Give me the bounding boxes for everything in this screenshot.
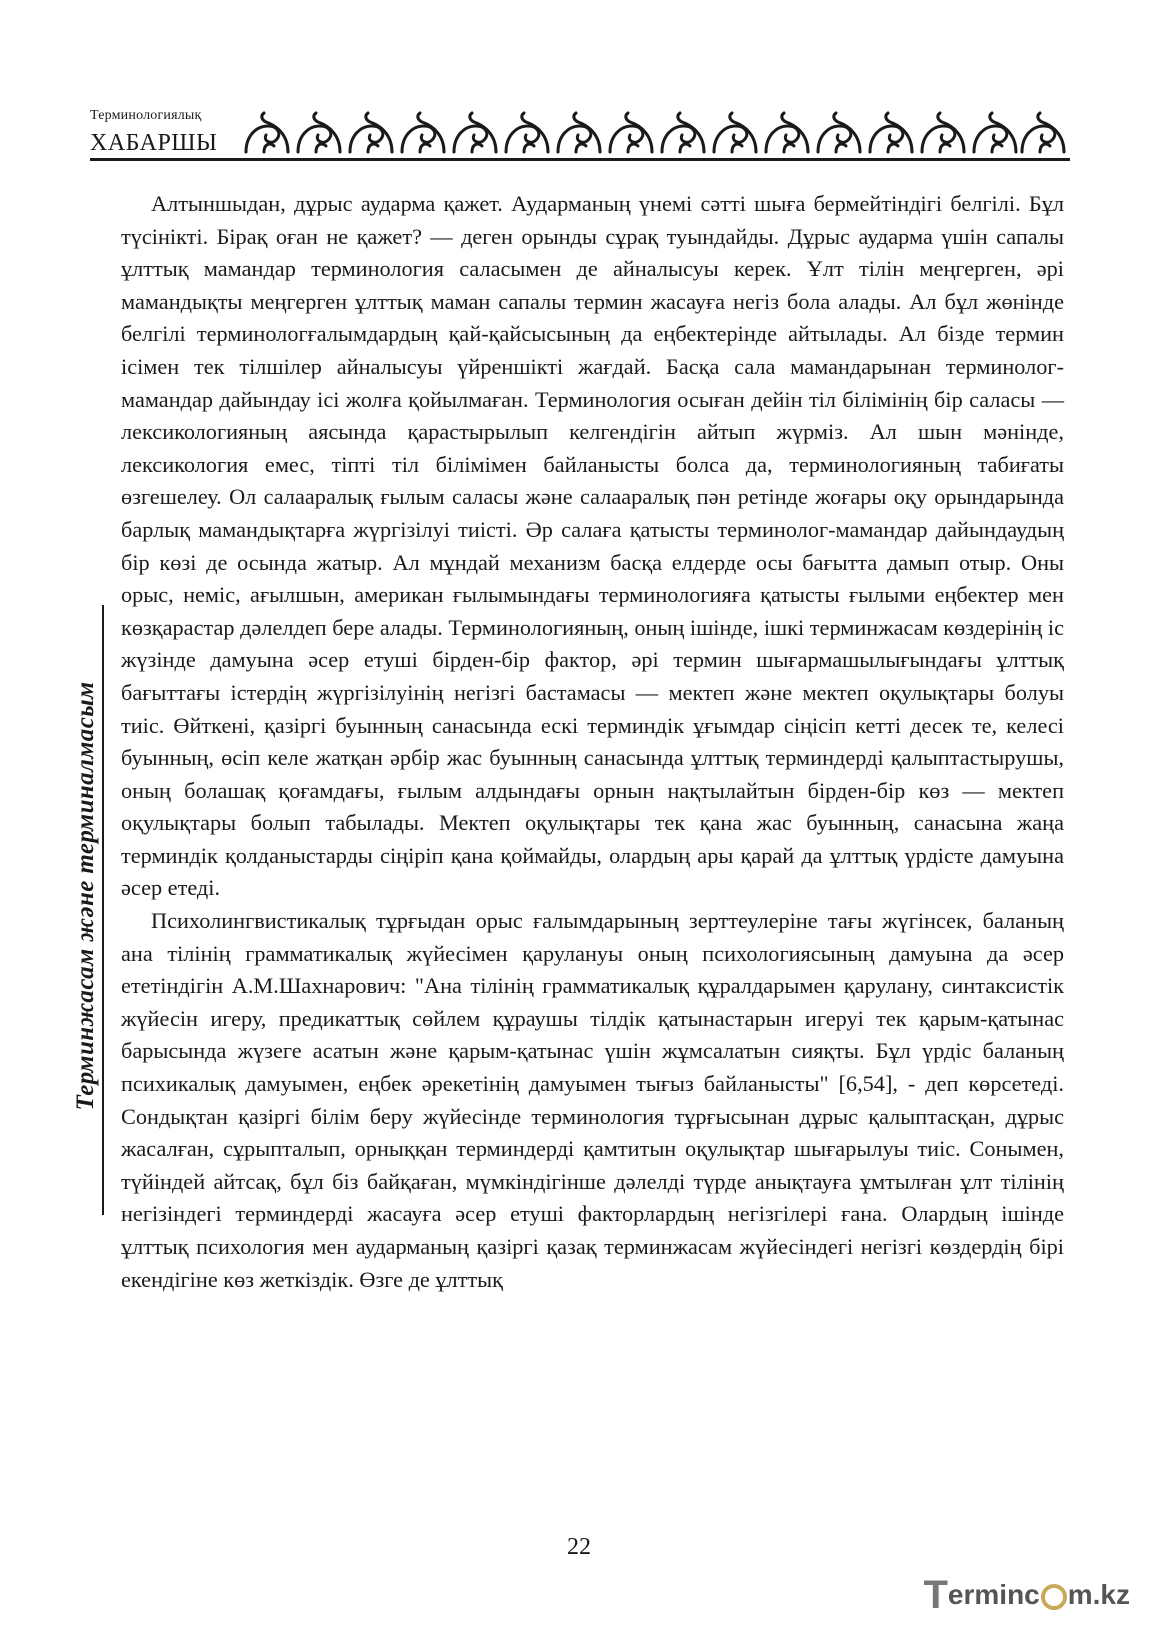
paragraph: Алтыншыдан, дұрыс аударма қажет. Аударманың үнемі сәтті шыға бермейтіндігі белгілі. Бұл түсінікті. Бірақ оған не қажет? — деген орынды сұрақ туындайды. Дұрыс аударма үшін сапалы ұлттық мамандар терминология саласымен де айналысуы керек. Ұлт тілін меңгерген, әрі мамандықты меңгерген ұлттық маман сапалы термин жасауға негіз бола алады. Ал бұл жөнінде белгілі терминологғалымдардың қай-қайсысының да еңбектерінде айтылады. Ал бізде термин ісімен тек тілшілер айналысуы үйреншікті жағдай. Басқа сала мамандарынан терминолог-мамандар дайындау ісі жолға қойылмаған. Терминология осыған дейін тіл білімінің бір саласы — лексикологияның аясында қарастырылып келгендігін айтып жүрміз. Ал шын мәнінде, лексикология емес, тіпті тіл білімімен байланысты болса да, терминологияның табиғаты өзгешелеу. Ол салааралық ғылым саласы және салааралық пән ретінде жоғары оқу орындарында барлық мамандықтарға жүргізілуі тиісті. Әр салаға қатысты терминолог-мамандар дайындаудың бір көзі де осында жатыр. Ал мұндай механизм басқа елдерде осы бағытта дамып отыр. Оны орыс, неміс, ағылшын, американ ғылымындағы терминологияға қатысты ғылыми еңбектер мен көзқарастар дәлелдеп бере алады. Терминологияның, оның ішінде, ішкі терминжасам көздерінің іс жүзінде дамуына әсер етуші бірден-бір фактор, әрі термин шығармашылығындағы ұлттық бағыттағы істердің жүргізілуінің негізгі бастамасы — мектеп және мектеп оқулықтары болуы тиіс. Өйткені, қазіргі буынның санасында ескі терминдік ұғымдар сіңісіп кетті десек те, келесі буынның, өсіп келе жатқан әрбір жас буынның санасында ұлттық терминдерді қалыптастырушы, оның болашақ қоғамдағы, ғылым алдындағы орнын нақтылайтын бірден-бір көз — мектеп оқулықтары болып табылады. Мектеп оқулықтары тек қана жас буынның, санасына жаңа терминдік қолданыстарды сіңіріп қана қоймайды, олардың ары қарай да ұлттық үрдісте дамуына әсер етеді. [121,191,1064,901]
journal-name-line1: Терминологиялық [90,108,202,123]
header-rule [90,158,1070,161]
ornament-pattern [246,113,1064,152]
article-body [121,188,1064,1296]
side-title-text: Терминжасам және терминалмасым [72,681,99,1111]
journal-name-line2: ХАБАРШЫ [90,130,218,156]
kazakh-scroll-ornament-icon [242,108,1070,158]
site-watermark-logo [923,1575,1130,1615]
watermark-letter: T [923,1573,948,1617]
watermark-ring-icon [1041,1584,1067,1610]
paragraph: Психолингвистикалық тұрғыдан орыс ғалымдарының зерттеулеріне тағы жүгінсек, баланың ана тілінің грамматикалық жүйесімен қарулануы оның психологиясының дамуына да әсер ететіндігін А.М.Шахнарович: "Ана тілінің грамматикалық құралдарымен қарулану, синтаксистік жүйесін игеру, предикаттық сөйлем құраушы тілдік қатынастарын игеруі тек қарым-қатынас барысында жүзеге асатын және қарым-қатынас үшін жұмсалатын сияқты. Бұл үрдіс баланың психикалық дамуымен, еңбек әрекетінің дамуымен тығыз байланысты" [6,54], - деп көрсетеді. Сондықтан қазіргі білім беру жүйесінде терминология тұрғысынан дұрыс қалыптасқан, дұрыс жасалған, сұрыпталып, орныққан терминдерді қамтитын оқулықтар шығарылуы тиіс. Сонымен, түйіндей айтсақ, бұл біз байқаған, мүмкіндігінше дәлелді түрде анықтауға ұмтылған ұлт тілінің негізіндегі терминдерді жасауға әсер етуші факторлардың негізгілері ғана. Олардың ішінде ұлттық психология мен аударманың қазіргі қазақ терминжасам жүйесіндегі негізгі көздердің бірі екендігіне көз жеткіздік. Өзге де ұлттық [121,908,1064,1292]
side-section-title [66,605,104,1215]
side-title-rule [102,605,104,1215]
watermark-domain: m.kz [1067,1579,1130,1610]
running-header [90,108,1070,163]
page-number: 22 [567,1534,591,1560]
watermark-text: erminc [947,1579,1040,1610]
